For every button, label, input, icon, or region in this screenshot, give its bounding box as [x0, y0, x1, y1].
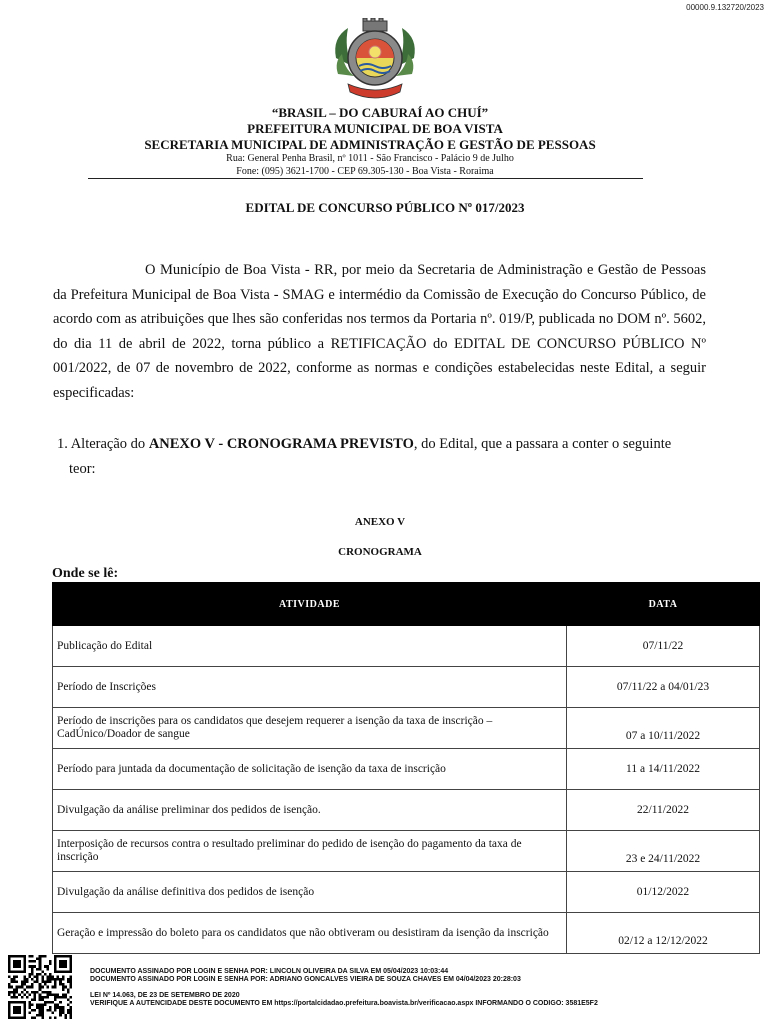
date-cell: 07 a 10/11/2022 — [567, 708, 760, 749]
activity-cell: Período de Inscrições — [53, 667, 567, 708]
activity-cell: Interposição de recursos contra o resultado preliminar do pedido de isenção do pagamento da taxa de inscrição — [53, 831, 567, 872]
verification-qr-code — [8, 955, 72, 1019]
intro-paragraph — [53, 258, 706, 405]
header-date: DATA — [567, 583, 760, 626]
activity-cell: Período para juntada da documentação de solicitação de isenção da taxa de inscrição — [53, 749, 567, 790]
date-cell: 01/12/2022 — [567, 872, 760, 913]
table-row — [53, 749, 760, 790]
header-activity: ATIVIDADE — [53, 583, 567, 626]
item-1-continuation: teor: — [69, 460, 96, 477]
header-prefecture: PREFEITURA MUNICIPAL DE BOA VISTA — [247, 121, 503, 136]
item-1-text-before: Alteração do — [70, 436, 149, 452]
date-cell: 11 a 14/11/2022 — [567, 749, 760, 790]
item-1-number: 1. — [57, 436, 68, 452]
activity-cell: Divulgação da análise definitiva dos pedidos de isenção — [53, 872, 567, 913]
header-address: Rua: General Penha Brasil, nº 1011 - São Francisco - Palácio 9 de Julho — [226, 153, 514, 164]
header-secretariat: SECRETARIA MUNICIPAL DE ADMINISTRAÇÃO E GESTÃO DE PESSOAS — [144, 137, 596, 152]
date-cell: 07/11/22 — [567, 626, 760, 667]
edital-title: EDITAL DE CONCURSO PÚBLICO Nº 017/2023 — [245, 200, 525, 215]
activity-cell: Publicação do Edital — [53, 626, 567, 667]
activity-cell: Geração e impressão do boleto para os candidatos que não obtiveram ou desistiram da isenção da inscrição — [53, 913, 567, 954]
table-row — [53, 872, 760, 913]
table-row — [53, 913, 760, 954]
table-row — [53, 708, 760, 749]
table-row — [53, 831, 760, 872]
municipal-coat-of-arms — [330, 18, 420, 104]
table-row — [53, 626, 760, 667]
section-label: Onde se lê: — [52, 566, 119, 581]
item-1 — [57, 432, 717, 481]
header-motto: “BRASIL – DO CABURAÍ AO CHUÍ” — [271, 105, 489, 120]
item-1-bold: ANEXO V - CRONOGRAMA PREVISTO — [148, 436, 414, 452]
footer-law: LEI Nº 14.063, DE 23 DE SETEMBRO DE 2020 — [90, 991, 240, 999]
document-id: 00000.9.132720/2023 — [686, 3, 764, 12]
annex-title: ANEXO V — [354, 516, 406, 528]
date-cell: 22/11/2022 — [567, 790, 760, 831]
date-cell: 23 e 24/11/2022 — [567, 831, 760, 872]
signature-footer — [90, 968, 598, 1008]
table-header-row — [53, 583, 760, 626]
footer-signature-1: DOCUMENTO ASSINADO POR LOGIN E SENHA POR: LINCOLN OLIVEIRA DA SILVA EM 05/04/2023 10:03:44 — [90, 968, 449, 975]
footer-verify: VERIFIQUE A AUTENCIDADE DESTE DOCUMENTO EM https://portalcidadao.prefeitura.boavista.br/verificacao.aspx INFORMANDO O CODIGO: 3581E5F2 — [90, 999, 598, 1007]
table-row — [53, 667, 760, 708]
activity-cell: Divulgação da análise preliminar dos pedidos de isenção. — [53, 790, 567, 831]
header-divider — [88, 178, 643, 179]
table-row — [53, 790, 760, 831]
intro-text: O Município de Boa Vista - RR, por meio da Secretaria de Administração e Gestão de Pessoas da Prefeitura Municipal de Boa Vista - SMAG e intermédio da Comissão de Execução do Concurso Público, de acordo com as atribuições que lhes são conferidas nos termos da Portaria nº. 019/P, publicada no DOM nº. 5602, do dia 11 de abril de 2022, torna público a RETIFICAÇÃO do EDITAL DE CONCURSO PÚBLICO Nº 001/2022, de 07 de novembro de 2022, conforme as normas e condições estabelecidas neste Edital, a seguir especificadas: — [53, 262, 706, 401]
header-contact: Fone: (095) 3621-1700 - CEP 69.305-130 - Boa Vista - Roraima — [236, 166, 494, 177]
activity-cell: Período de inscrições para os candidatos que desejem requerer a isenção da taxa de inscrição – CadÚnico/Doador de sangue — [53, 708, 567, 749]
date-cell: 07/11/22 a 04/01/23 — [567, 667, 760, 708]
annex-subtitle: CRONOGRAMA — [338, 546, 422, 558]
date-cell: 02/12 a 12/12/2022 — [567, 913, 760, 954]
item-1-text-after: , do Edital, que a passara a conter o seguinte — [413, 436, 672, 452]
footer-signature-2: DOCUMENTO ASSINADO POR LOGIN E SENHA POR: ADRIANO GONCALVES VIEIRA DE SOUZA CHAVES EM 04/04/2023 20:28:03 — [90, 976, 521, 984]
schedule-table — [52, 582, 760, 954]
